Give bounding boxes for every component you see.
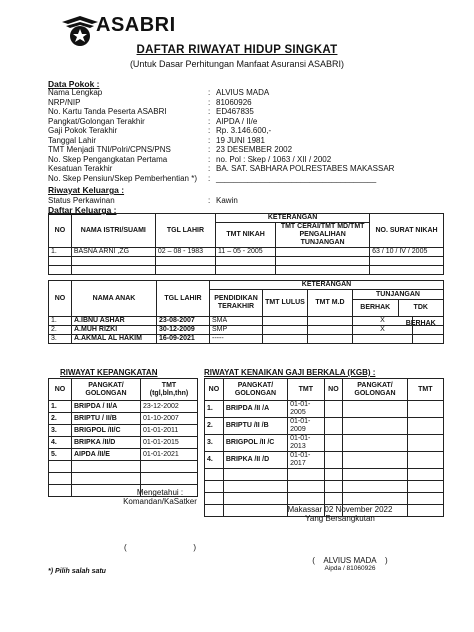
- table-row: [49, 257, 444, 266]
- table-row: [49, 266, 444, 275]
- table-cell: [141, 473, 198, 485]
- riwayat-kepangkatan-heading: RIWAYAT KEPANGKATAN: [60, 368, 158, 377]
- table-cell: [72, 461, 141, 473]
- pokok-value: ALVIUS MADA: [216, 88, 270, 97]
- th-tunjangan: TUNJANGAN: [353, 290, 443, 300]
- table-cell: [407, 418, 443, 435]
- table-cell: [308, 326, 353, 335]
- table-row: [49, 437, 198, 449]
- data-pokok-heading: Data Pokok :: [48, 79, 100, 89]
- daftar-keluarga-heading: Daftar Keluarga :: [48, 205, 117, 215]
- table-cell: [343, 469, 407, 481]
- table-cell: [288, 469, 324, 481]
- table-cell: BRIPTU / II/B: [72, 413, 141, 425]
- table-row: [205, 435, 444, 452]
- table-cell: [407, 401, 443, 418]
- th-no: NO: [49, 379, 72, 401]
- table-cell: [276, 248, 370, 257]
- table-cell: 30-12-2009: [157, 326, 210, 335]
- table-cell: [216, 257, 276, 266]
- mengetahui-label: Mengetahui :: [136, 488, 184, 497]
- table-row: [49, 473, 198, 485]
- status-perkawinan-label: Status Perkawinan: [48, 196, 115, 205]
- table-cell: [308, 335, 353, 344]
- table-cell: BRIGPOL /II/C: [72, 425, 141, 437]
- table-cell: [288, 481, 324, 493]
- table-cell: BRIPDA / II/A: [72, 401, 141, 413]
- table-istri-suami: [48, 213, 444, 275]
- riwayat-keluarga-heading: Riwayat Keluarga :: [48, 185, 125, 195]
- table-cell: 2.: [49, 413, 72, 425]
- table-cell: BASNA ARNI ,ZG: [71, 248, 155, 257]
- table-cell: [407, 469, 443, 481]
- th-tmt-2: TMT: [407, 379, 443, 401]
- document-title: DAFTAR RIWAYAT HIDUP SINGKAT: [136, 44, 338, 56]
- table-cell: [223, 493, 287, 505]
- pokok-label: NRP/NIP: [48, 97, 81, 107]
- table-cell: 1.: [205, 401, 224, 418]
- table-cell: [155, 257, 215, 266]
- pokok-label: Tanggal Lahir: [48, 135, 97, 145]
- table-cell: 01-01-2017: [288, 452, 324, 469]
- table-cell: BRIPKA /II/D: [72, 437, 141, 449]
- colon: :: [208, 135, 211, 145]
- table-cell: BRIPDA /II /A: [223, 401, 287, 418]
- table-cell: 2.: [205, 418, 224, 435]
- colon: :: [208, 107, 211, 116]
- table-cell: [155, 266, 215, 275]
- table-cell: 16-09-2021: [157, 335, 210, 344]
- table-cell: [71, 257, 155, 266]
- table-cell: 63 / 10 / IV / 2005: [370, 248, 444, 257]
- th-keterangan: KETERANGAN: [216, 214, 370, 223]
- table-cell: [412, 335, 443, 344]
- table-cell: 01-01-2005: [288, 401, 324, 418]
- table-cell: 3.: [205, 435, 224, 452]
- table-cell: [49, 266, 72, 275]
- th-no-2: NO: [324, 379, 343, 401]
- table-cell: AIPDA /II/E: [72, 449, 141, 461]
- table-cell: [343, 452, 407, 469]
- table-anak: [48, 280, 444, 344]
- table-cell: [407, 481, 443, 493]
- status-perkawinan-value: Kawin: [216, 196, 238, 205]
- th-no-surat-nikah: NO. SURAT NIKAH: [370, 214, 444, 248]
- table-cell: 3.: [49, 425, 72, 437]
- table-cell: 1.: [49, 317, 72, 326]
- table-cell: [324, 469, 343, 481]
- brand-name: ASABRI: [96, 14, 176, 36]
- yang-bersangkutan-label: Yang Bersangkutan: [305, 514, 375, 523]
- signer-nrp: Aipda / 81060926: [324, 565, 376, 572]
- colon: :: [208, 154, 211, 164]
- th-pendidikan: PENDIDIKAN TERAKHIR: [210, 290, 263, 317]
- table-row: [49, 449, 198, 461]
- table-cell: 01-01-2009: [288, 418, 324, 435]
- komandan-signature-blank: ( ): [123, 543, 196, 552]
- th-keterangan: KETERANGAN: [210, 281, 444, 290]
- place-date: Makassar 02 November 2022: [287, 505, 393, 514]
- table-cell: [407, 435, 443, 452]
- pokok-value: ED467835: [216, 107, 254, 116]
- table-cell: SMA: [210, 317, 263, 326]
- table-row: [49, 317, 444, 326]
- th-no: NO: [49, 214, 72, 248]
- pokok-value: BA. SAT. SABHARA POLRESTABES MAKASSAR: [216, 164, 395, 173]
- table-cell: [141, 461, 198, 473]
- table-cell: [343, 401, 407, 418]
- table-cell: 01-01-2021: [141, 449, 198, 461]
- colon: :: [208, 145, 211, 154]
- table-cell: X: [353, 317, 413, 326]
- pokok-value: 81060926: [216, 97, 252, 107]
- th-berhak: BERHAK: [353, 300, 399, 316]
- table-cell: [353, 335, 413, 344]
- pokok-value: AIPDA / II/e: [216, 116, 258, 126]
- pokok-label: No. Kartu Tanda Peserta ASABRI: [48, 107, 167, 116]
- colon: :: [208, 116, 211, 126]
- table-row: [49, 425, 198, 437]
- table-cell: [343, 481, 407, 493]
- th-tmt: TMT: [288, 379, 324, 401]
- th-no: NO: [205, 379, 224, 401]
- table-cell: [216, 266, 276, 275]
- th-tmt-lulus: TMT LULUS: [263, 290, 308, 317]
- table-cell: [324, 401, 343, 418]
- table-cell: [49, 461, 72, 473]
- table-cell: -----: [210, 335, 263, 344]
- table-cell: [263, 326, 308, 335]
- table-cell: [49, 485, 72, 497]
- pokok-value: 19 JUNI 1981: [216, 135, 265, 145]
- table-cell: [205, 469, 224, 481]
- table-cell: [205, 505, 224, 517]
- table-cell: [324, 452, 343, 469]
- kgb-heading: RIWAYAT KENAIKAN GAJI BERKALA (KGB) :: [204, 368, 376, 377]
- table-cell: [71, 266, 155, 275]
- table-cell: 01-01-2013: [288, 435, 324, 452]
- asabri-logo-icon: [60, 8, 100, 48]
- table-row: [49, 401, 198, 413]
- table-cell: 23-12-2002: [141, 401, 198, 413]
- table-cell: 02 – 08 - 1983: [155, 248, 215, 257]
- table-kepangkatan: [48, 378, 198, 497]
- pokok-label: Pangkat/Golongan Terakhir: [48, 116, 145, 126]
- table-row: [49, 335, 444, 344]
- table-cell: X: [353, 326, 413, 335]
- table-row: [49, 248, 444, 257]
- colon: :: [208, 126, 211, 135]
- table-row: [49, 461, 198, 473]
- th-pangkat: PANGKAT/ GOLONGAN: [72, 379, 141, 401]
- table-row: [205, 493, 444, 505]
- table-cell: 1.: [49, 248, 72, 257]
- table-cell: BRIPTU /II /B: [223, 418, 287, 435]
- table-cell: 11 – 05 - 2005: [216, 248, 276, 257]
- th-tmt: TMT (tgl,bln,thn): [141, 379, 198, 401]
- table-cell: [324, 493, 343, 505]
- th-no: NO: [49, 281, 72, 317]
- table-cell: [263, 317, 308, 326]
- footnote: *) Pilih salah satu: [48, 568, 106, 575]
- pokok-label: No. Skep Pensiun/Skep Pemberhentian *): [48, 173, 197, 183]
- pokok-value: 23 DESEMBER 2002: [216, 145, 293, 154]
- table-row: [49, 413, 198, 425]
- th-pangkat-2: PANGKAT/ GOLONGAN: [343, 379, 407, 401]
- table-cell: 1.: [49, 401, 72, 413]
- table-cell: BRIGPOL /II /C: [223, 435, 287, 452]
- table-cell: [407, 493, 443, 505]
- table-cell: 2.: [49, 326, 72, 335]
- table-kgb: [204, 378, 444, 517]
- table-row: [205, 469, 444, 481]
- komandan-label: Komandan/KaSatker: [123, 497, 197, 506]
- table-cell: [343, 435, 407, 452]
- table-cell: 01-01-2011: [141, 425, 198, 437]
- table-cell: [324, 435, 343, 452]
- table-cell: [370, 257, 444, 266]
- table-cell: BRIPKA /II /D: [223, 452, 287, 469]
- colon: :: [208, 97, 211, 107]
- th-tmt-md: TMT M.D: [308, 290, 353, 317]
- table-cell: 3.: [49, 335, 72, 344]
- th-pangkat: PANGKAT/ GOLONGAN: [223, 379, 287, 401]
- table-cell: A.AKMAL AL HAKIM: [72, 335, 157, 344]
- signer-name: ( ALVIUS MADA ): [312, 556, 388, 565]
- document-subtitle: (Untuk Dasar Perhitungan Manfaat Asuransi ASABRI): [129, 59, 345, 69]
- pokok-label: Gaji Pokok Terakhir: [48, 126, 118, 135]
- table-row: [205, 481, 444, 493]
- pokok-label: No. Skep Pengangkatan Pertama: [48, 154, 168, 164]
- table-cell: [223, 481, 287, 493]
- table-cell: A.MUH RIZKI: [72, 326, 157, 335]
- pokok-value: Rp. 3.146.600,-: [216, 126, 272, 135]
- pokok-label: Nama Lengkap: [48, 88, 103, 97]
- th-tgl-lahir: TGL LAHIR: [157, 281, 210, 317]
- pokok-value: ____________________________________: [216, 173, 377, 183]
- table-cell: [276, 266, 370, 275]
- th-tmt-nikah: TMT NIKAH: [216, 223, 276, 248]
- table-row: [205, 452, 444, 469]
- th-nama-istri: NAMA ISTRI/SUAMI: [71, 214, 155, 248]
- table-cell: 01-10-2007: [141, 413, 198, 425]
- colon: :: [208, 173, 211, 183]
- colon: :: [208, 88, 211, 97]
- table-row: [205, 401, 444, 418]
- table-cell: [324, 481, 343, 493]
- th-tgl-lahir: TGL LAHIR: [155, 214, 215, 248]
- table-cell: [370, 266, 444, 275]
- colon: :: [208, 196, 211, 205]
- table-cell: [72, 473, 141, 485]
- table-cell: [223, 469, 287, 481]
- colon: :: [208, 164, 211, 173]
- table-cell: SMP: [210, 326, 263, 335]
- table-cell: [49, 257, 72, 266]
- table-cell: [343, 493, 407, 505]
- table-cell: 4.: [49, 437, 72, 449]
- table-cell: [308, 317, 353, 326]
- table-row: [205, 418, 444, 435]
- table-cell: A.IBNU ASHAR: [72, 317, 157, 326]
- table-cell: [276, 257, 370, 266]
- table-cell: 01-01-2015: [141, 437, 198, 449]
- table-cell: [288, 493, 324, 505]
- pokok-label: Kesatuan Terakhir: [48, 164, 113, 173]
- table-cell: [407, 452, 443, 469]
- th-tmt-cerai: TMT CERAI/TMT MD/TMT PENGALIHAN TUNJANGAN: [276, 223, 370, 248]
- table-cell: 5.: [49, 449, 72, 461]
- table-cell: [263, 335, 308, 344]
- table-row: [49, 326, 444, 335]
- table-cell: [49, 473, 72, 485]
- table-cell: 23-08-2007: [157, 317, 210, 326]
- table-cell: 4.: [205, 452, 224, 469]
- th-tdk-berhak: TDK BERHAK: [405, 304, 436, 327]
- table-cell: [343, 418, 407, 435]
- table-cell: [324, 418, 343, 435]
- pokok-value: no. Pol : Skep / 1063 / XII / 2002: [216, 154, 332, 164]
- th-nama-anak: NAMA ANAK: [72, 281, 157, 317]
- th-tunjangan-group: [353, 290, 444, 327]
- pokok-label: TMT Menjadi TNI/Polri/CPNS/PNS: [48, 145, 171, 154]
